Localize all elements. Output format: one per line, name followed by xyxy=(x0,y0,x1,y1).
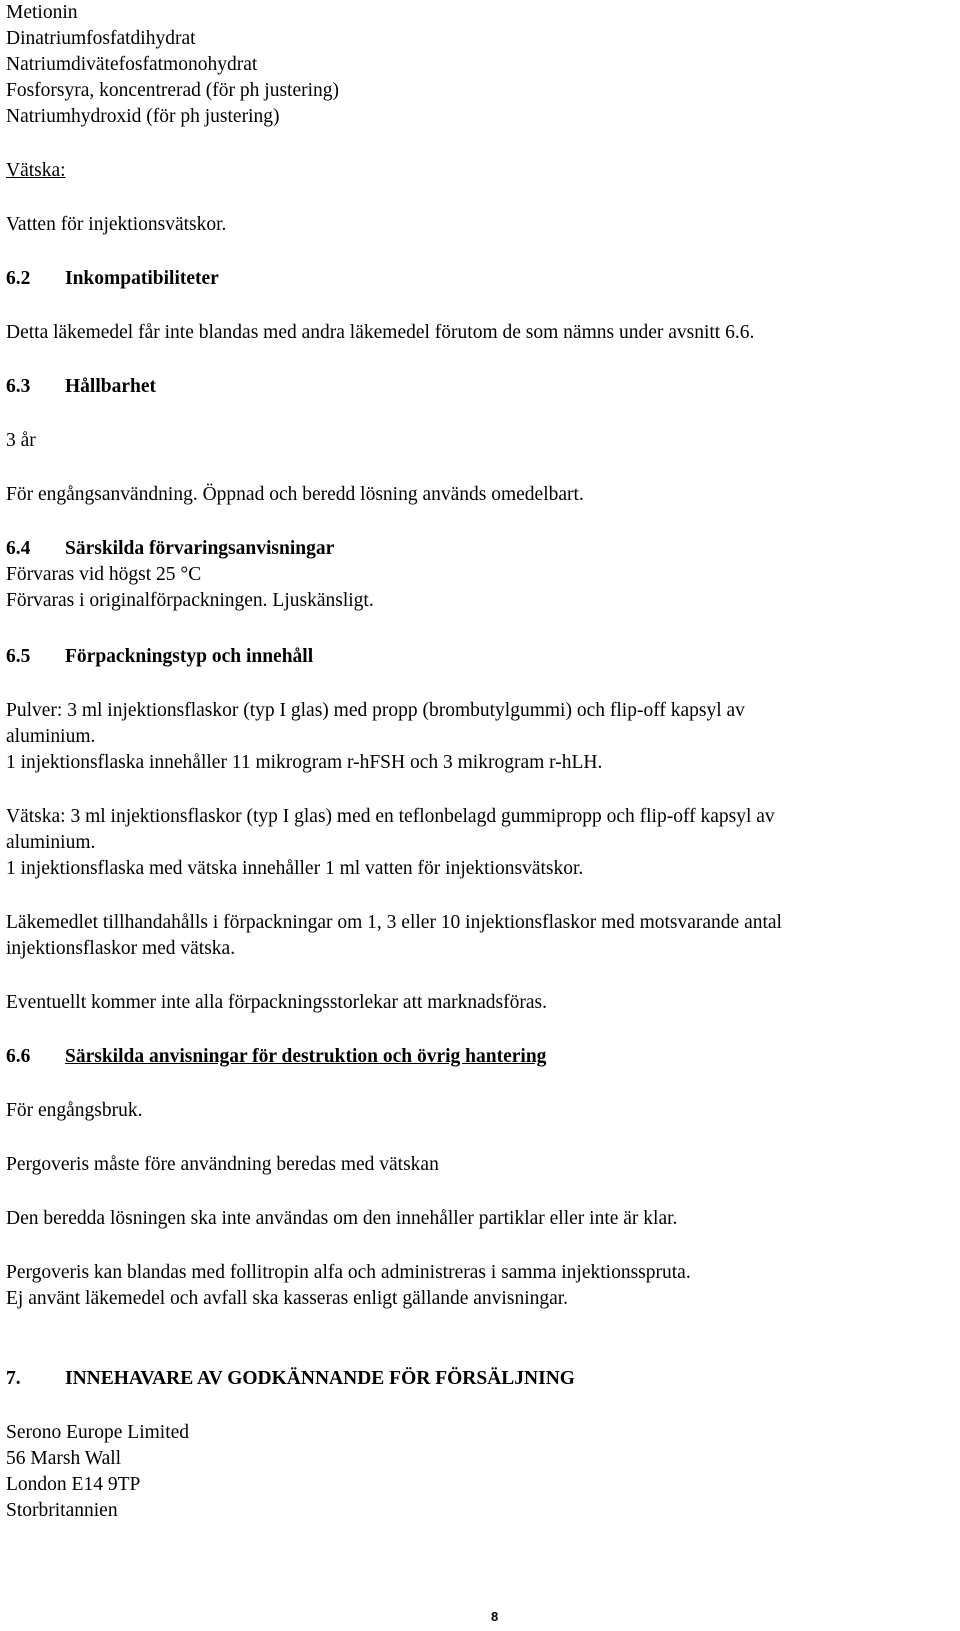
section-title: Särskilda förvaringsanvisningar xyxy=(65,538,335,559)
section-number: 6.4 xyxy=(6,538,31,559)
package-text: 1 injektionsflaska innehåller 11 mikrogram r-hFSH och 3 mikrogram r-hLH. xyxy=(6,752,603,773)
package-text: aluminium. xyxy=(6,726,96,747)
address-line: Serono Europe Limited xyxy=(6,1422,190,1443)
package-text: Eventuellt kommer inte alla förpackningsstorlekar att marknadsföras. xyxy=(6,992,547,1013)
handling-text: Pergoveris kan blandas med follitropin alfa och administreras i samma injektionsspruta. xyxy=(6,1262,691,1283)
package-text: Läkemedlet tillhandahålls i förpackningar om 1, 3 eller 10 injektionsflaskor med motsvarande antal xyxy=(6,912,782,933)
ingredient: Natriumdivätefosfatmonohydrat xyxy=(6,54,258,75)
section-6-4-heading xyxy=(6,538,334,560)
package-text: aluminium. xyxy=(6,832,96,853)
handling-text: Pergoveris måste före användning beredas med vätskan xyxy=(6,1154,439,1175)
handling-text: Den beredda lösningen ska inte användas om den innehåller partiklar eller inte är klar. xyxy=(6,1208,678,1229)
page-number: 8 xyxy=(491,1609,499,1624)
section-number: 7. xyxy=(6,1368,21,1389)
package-text: Vätska: 3 ml injektionsflaskor (typ I glas) med en teflonbelagd gummipropp och flip-off kapsyl av xyxy=(6,806,775,827)
address-line: London E14 9TP xyxy=(6,1474,141,1495)
address-line: Storbritannien xyxy=(6,1500,118,1521)
address-line: 56 Marsh Wall xyxy=(6,1448,122,1469)
shelf-life-note: För engångsanvändning. Öppnad och beredd lösning används omedelbart. xyxy=(6,484,584,505)
shelf-life: 3 år xyxy=(6,430,36,451)
section-title: Förpackningstyp och innehåll xyxy=(65,646,314,667)
ingredient: Dinatriumfosfatdihydrat xyxy=(6,28,196,49)
ingredient: Metionin xyxy=(6,2,78,23)
section-6-5-heading xyxy=(6,646,313,668)
section-number: 6.6 xyxy=(6,1046,31,1067)
section-title: Särskilda anvisningar för destruktion och övrig hantering xyxy=(65,1046,547,1067)
liquid-text: Vatten för injektionsvätskor. xyxy=(6,214,227,235)
section-6-2-heading xyxy=(6,268,219,290)
ingredient: Fosforsyra, koncentrerad (för ph justering) xyxy=(6,80,340,101)
section-7-heading xyxy=(6,1368,575,1390)
storage-text: Förvaras vid högst 25 °C xyxy=(6,564,202,585)
package-text: injektionsflaskor med vätska. xyxy=(6,938,236,959)
section-number: 6.2 xyxy=(6,268,31,289)
section-title: Hållbarhet xyxy=(65,376,156,397)
section-6-6-heading xyxy=(6,1046,546,1068)
handling-text: Ej använt läkemedel och avfall ska kasseras enligt gällande anvisningar. xyxy=(6,1288,569,1309)
storage-text: Förvaras i originalförpackningen. Ljuskänsligt. xyxy=(6,590,374,611)
handling-text: För engångsbruk. xyxy=(6,1100,143,1121)
section-title: Inkompatibiliteter xyxy=(65,268,219,289)
section-6-2-text: Detta läkemedel får inte blandas med andra läkemedel förutom de som nämns under avsnitt 6.6. xyxy=(6,322,755,343)
section-number: 6.5 xyxy=(6,646,31,667)
section-number: 6.3 xyxy=(6,376,31,397)
package-text: Pulver: 3 ml injektionsflaskor (typ I glas) med propp (brombutylgummi) och flip-off kapsyl av xyxy=(6,700,745,721)
section-title: INNEHAVARE AV GODKÄNNANDE FÖR FÖRSÄLJNING xyxy=(65,1368,575,1389)
package-text: 1 injektionsflaska med vätska innehåller 1 ml vatten för injektionsvätskor. xyxy=(6,858,584,879)
ingredient: Natriumhydroxid (för ph justering) xyxy=(6,106,280,127)
liquid-heading: Vätska: xyxy=(6,160,66,181)
section-6-3-heading xyxy=(6,376,156,398)
